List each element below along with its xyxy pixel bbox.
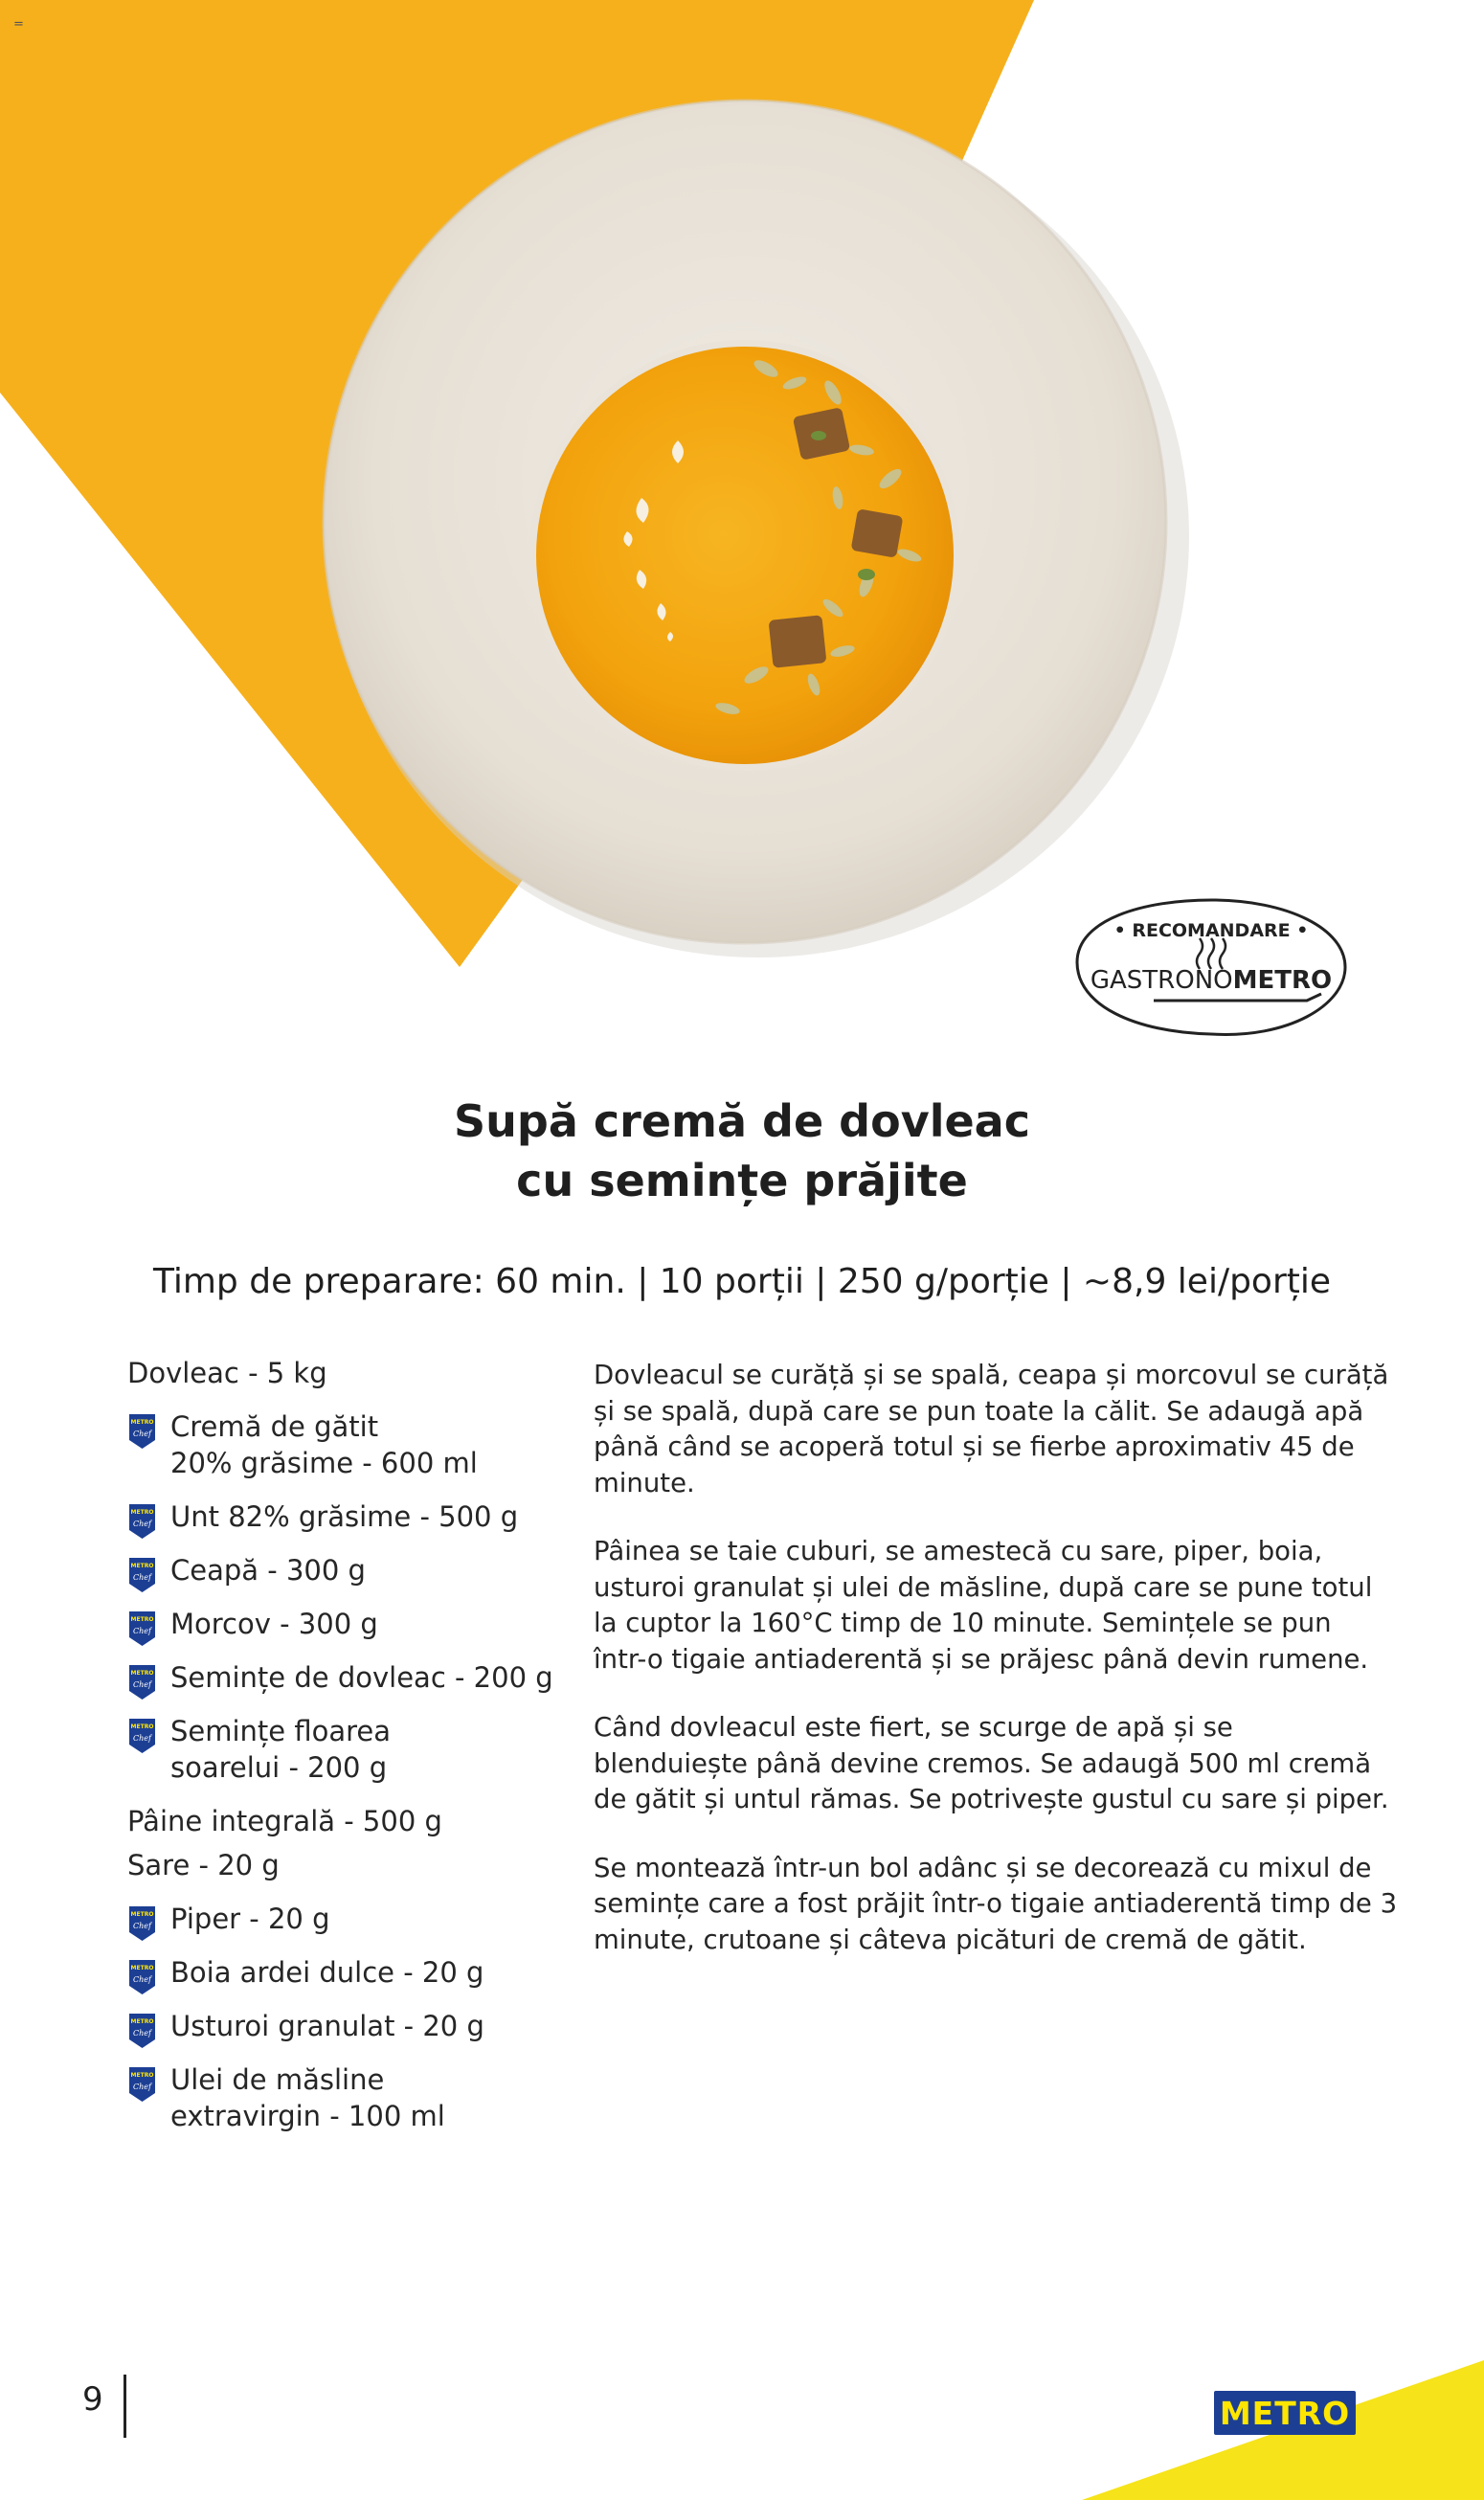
svg-text:METRO: METRO: [130, 1419, 154, 1426]
ingredient-item: [127, 1408, 577, 1481]
ingredient-text: Boia ardei dulce - 20 g: [170, 1956, 484, 1989]
page-number: 9: [82, 2380, 103, 2419]
ingredient-item: [127, 1552, 577, 1588]
svg-text:METRO: METRO: [130, 1670, 154, 1677]
ingredients-list: [127, 1355, 577, 2134]
ingredient-text: Morcov - 300 g: [170, 1608, 378, 1640]
svg-text:METRO: METRO: [130, 1965, 154, 1971]
metro-chef-icon: [127, 1664, 157, 1700]
preparation-meta: Timp de preparare: 60 min. | 10 porții | 250 g/porție | ~8,9 lei/porție: [152, 1262, 1332, 1301]
ingredient-item: [127, 2008, 577, 2044]
ingredient-text: Dovleac - 5 kg: [127, 1357, 327, 1389]
recipe-title-line-2: cu semințe prăjite: [516, 1155, 968, 1206]
metro-chef-icon: [127, 1905, 157, 1942]
ingredient-text: Usturoi granulat - 20 g: [170, 2010, 484, 2042]
ingredient-item: [127, 1847, 577, 1883]
ingredient-text: soarelui - 200 g: [170, 1751, 388, 1784]
ingredient-text: Ceapă - 300 g: [170, 1554, 366, 1587]
svg-text:METRO: METRO: [130, 2018, 154, 2025]
gastronometro-badge: [1058, 862, 1364, 1053]
ingredient-text: Sare - 20 g: [127, 1849, 280, 1881]
ingredient-item: [127, 1901, 577, 1937]
ingredient-item: [127, 1355, 577, 1391]
instruction-line: semințe care a fost prăjit într-o tigaie antiaderentă timp de 3: [594, 1888, 1398, 1919]
ingredient-item: [127, 1803, 577, 1839]
ingredient-text: Ulei de măsline: [170, 2063, 385, 2096]
instruction-line: până când se acoperă totul și se fierbe aproximativ 45 de: [594, 1431, 1355, 1462]
svg-text:Chef: Chef: [133, 1520, 151, 1528]
svg-text:Chef: Chef: [133, 2083, 151, 2091]
svg-text:Chef: Chef: [133, 1922, 151, 1930]
ingredient-item: [127, 2061, 577, 2134]
svg-text:Chef: Chef: [133, 1680, 151, 1689]
instruction-line: usturoi granulat și ulei de măsline, după care se pune totul: [594, 1571, 1373, 1603]
instruction-line: blenduiește până devine cremos. Se adaugă 500 ml cremă: [594, 1747, 1372, 1779]
badge-brand-light: GASTRONO: [1090, 966, 1233, 995]
metro-chef-icon: [127, 1503, 157, 1540]
svg-text:GASTRONOMETRO: [1091, 966, 1332, 995]
instruction-paragraph: [594, 1534, 1373, 1678]
ingredient-text: Cremă de gătit: [170, 1410, 379, 1443]
instruction-paragraph: [594, 1710, 1389, 1818]
svg-text:METRO: METRO: [130, 1563, 154, 1569]
ingredient-item: [127, 1606, 577, 1642]
ingredient-item: [127, 1659, 577, 1696]
svg-text:Chef: Chef: [133, 1430, 151, 1438]
page-number-divider: [124, 2375, 126, 2438]
ingredient-text: Pâine integrală - 500 g: [127, 1805, 442, 1837]
svg-text:Chef: Chef: [133, 1734, 151, 1743]
ingredient-text: Semințe floarea: [170, 1715, 392, 1747]
recipe-title: [287, 1092, 1197, 1210]
instruction-line: de gătit și untul rămas. Se potrivește gustul cu sare și piper.: [594, 1784, 1389, 1814]
metro-logo: [1214, 2391, 1356, 2435]
instruction-line: minute, crutoane și câteva picături de cremă de gătit.: [594, 1924, 1307, 1955]
ingredient-item: [127, 1713, 577, 1786]
ingredient-item: [127, 1498, 577, 1535]
svg-text:Chef: Chef: [133, 1573, 151, 1582]
recipe-title-line-1: Supă cremă de dovleac: [454, 1095, 1030, 1147]
svg-text:METRO: METRO: [130, 1911, 154, 1918]
svg-text:METRO: METRO: [130, 1616, 154, 1623]
instruction-line: Pâinea se taie cuburi, se amestecă cu sare, piper, boia,: [594, 1536, 1323, 1566]
ingredient-item: [127, 1954, 577, 1991]
metro-chef-icon: [127, 2013, 157, 2049]
svg-text:Chef: Chef: [133, 1627, 151, 1635]
instruction-line: Dovleacul se curăță și se spală, ceapa și morcovul se curăță: [594, 1360, 1389, 1390]
ingredient-text: Unt 82% grăsime - 500 g: [170, 1500, 519, 1533]
metro-logo-text: METRO: [1219, 2394, 1351, 2432]
metro-chef-icon: [127, 1959, 157, 1995]
instruction-line: și se spală, după care se pun toate la călit. Se adaugă apă: [594, 1395, 1364, 1427]
instruction-line: Se montează într-un bol adânc și se decorează cu mixul de: [594, 1852, 1372, 1883]
ingredient-text: extravirgin - 100 ml: [170, 2100, 445, 2132]
svg-text:Chef: Chef: [133, 2029, 151, 2038]
instruction-line: într-o tigaie antiaderentă și se prăjesc până devin rumene.: [594, 1643, 1369, 1675]
ingredient-text: Semințe de dovleac - 200 g: [170, 1661, 553, 1694]
badge-top-text: • RECOMANDARE •: [1113, 920, 1309, 941]
metro-chef-icon: [127, 1413, 157, 1450]
svg-text:METRO: METRO: [130, 2072, 154, 2079]
ingredient-text: Piper - 20 g: [170, 1903, 330, 1935]
metro-chef-icon: [127, 1557, 157, 1593]
svg-text:METRO: METRO: [130, 1509, 154, 1516]
instruction-line: Când dovleacul este fiert, se scurge de apă și se: [594, 1712, 1233, 1743]
instruction-line: minute.: [594, 1467, 695, 1498]
instruction-paragraph: [594, 1851, 1398, 1959]
instruction-paragraph: [594, 1358, 1389, 1501]
instructions: [594, 1358, 1398, 1991]
ingredient-text: 20% grăsime - 600 ml: [170, 1447, 478, 1479]
svg-text:Chef: Chef: [133, 1975, 151, 1984]
metro-chef-icon: [127, 1718, 157, 1754]
badge-brand-bold: METRO: [1232, 966, 1333, 995]
svg-text:METRO: METRO: [130, 1723, 154, 1730]
instruction-line: la cuptor la 160°C timp de 10 minute. Semințele se pun: [594, 1608, 1332, 1638]
metro-chef-icon: [127, 1610, 157, 1647]
corner-mark: =: [13, 17, 24, 32]
metro-chef-icon: [127, 2066, 157, 2103]
soup-plate-image: [0, 0, 1484, 957]
